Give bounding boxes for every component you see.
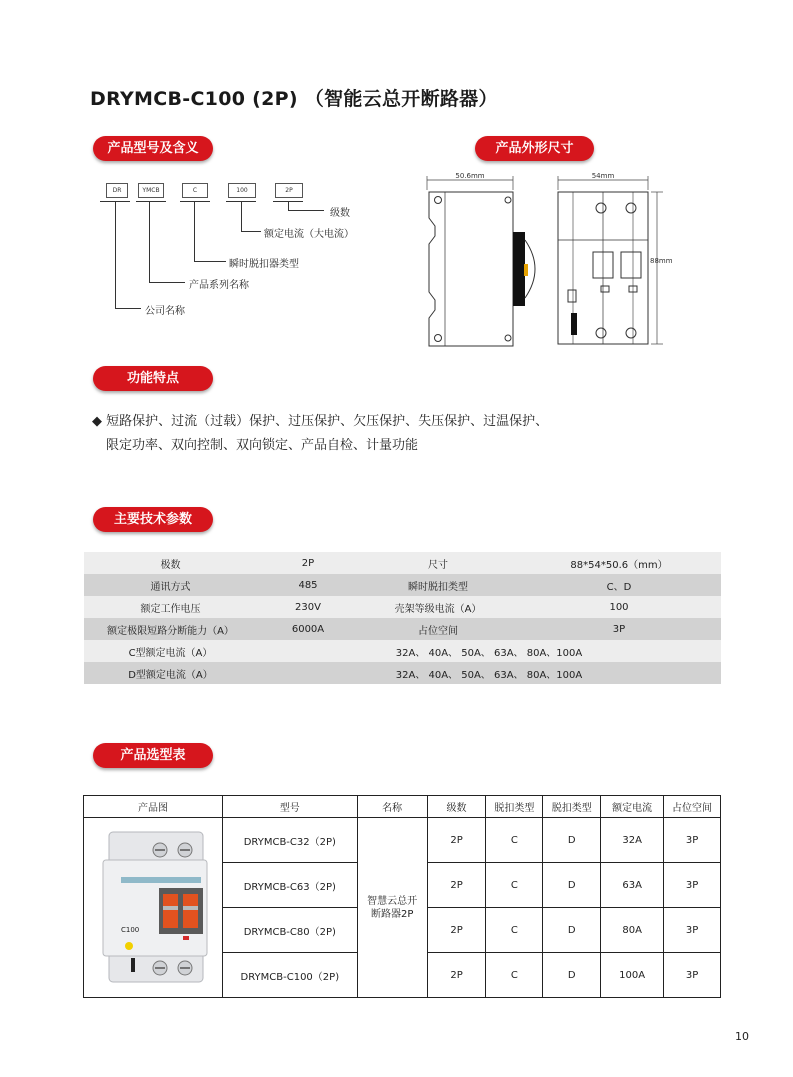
- annotation-poles: 级数: [330, 208, 350, 219]
- section-tech-params: 主要技术参数: [93, 507, 213, 532]
- selection-table: [83, 795, 721, 998]
- annotation-rated-current: 额定电流（大电流）: [264, 229, 354, 240]
- product-image: [91, 822, 215, 990]
- code-box: 100: [228, 183, 256, 198]
- table-header-row: 产品图 型号 名称 级数 脱扣类型 脱扣类型 额定电流 占位空间: [84, 796, 721, 818]
- code-box: DR: [106, 183, 128, 198]
- page-number: 10: [735, 1030, 749, 1043]
- section-model-meaning: 产品型号及含义: [93, 136, 213, 161]
- features-line-2: 限定功率、双向控制、双向锁定、产品自检、计量功能: [106, 438, 419, 453]
- dimension-drawing: [415, 168, 685, 353]
- code-box: YMCB: [138, 183, 164, 198]
- page-title: DRYMCB-C100 (2P) （智能云总开断路器）: [90, 88, 498, 110]
- bullet-icon: ◆: [92, 414, 102, 429]
- table-row: 通讯方式 485 瞬时脱扣类型 C、D: [84, 574, 721, 596]
- table-row: 极数 2P 尺寸 88*54*50.6（mm）: [84, 552, 721, 574]
- annotation-series-name: 产品系列名称: [189, 280, 249, 291]
- table-row: DRYMCB-C80（2P) 2P C D 80A 3P: [84, 908, 721, 953]
- annotation-trip-type: 瞬时脱扣器类型: [229, 259, 299, 270]
- tech-params-table: [84, 552, 721, 684]
- section-features: 功能特点: [93, 366, 213, 391]
- product-label: C100: [120, 926, 140, 934]
- features-line-1: [92, 410, 548, 429]
- table-row: DRYMCB-C100（2P) 2P C D 100A 3P: [84, 953, 721, 998]
- front-width-label: 54mm: [591, 172, 615, 180]
- table-row: C100 DRYMCB-C32（2P) 智慧云总开断路器2P 2P C D 32A 3P: [84, 818, 721, 863]
- table-row: 额定工作电压 230V 壳架等级电流（A） 100: [84, 596, 721, 618]
- code-box: C: [182, 183, 208, 198]
- product-image-cell: [84, 818, 223, 998]
- height-label: 88mm: [650, 257, 673, 265]
- table-row: D型额定电流（A） 32A、 40A、 50A、 63A、 80A、100A: [84, 662, 721, 684]
- annotation-company-name: 公司名称: [145, 306, 185, 317]
- section-dimensions: 产品外形尺寸: [475, 136, 594, 161]
- table-row: C型额定电流（A） 32A、 40A、 50A、 63A、 80A、100A: [84, 640, 721, 662]
- product-name-cell: 智慧云总开断路器2P: [357, 818, 427, 998]
- table-row: 额定极限短路分断能力（A） 6000A 占位空间 3P: [84, 618, 721, 640]
- features-text: 短路保护、过流（过载）保护、过压保护、欠压保护、失压保护、过温保护、: [106, 414, 549, 429]
- section-selection: 产品选型表: [93, 743, 213, 768]
- side-width-label: 50.6mm: [455, 172, 485, 180]
- table-row: DRYMCB-C63（2P) 2P C D 63A 3P: [84, 863, 721, 908]
- code-box: 2P: [275, 183, 303, 198]
